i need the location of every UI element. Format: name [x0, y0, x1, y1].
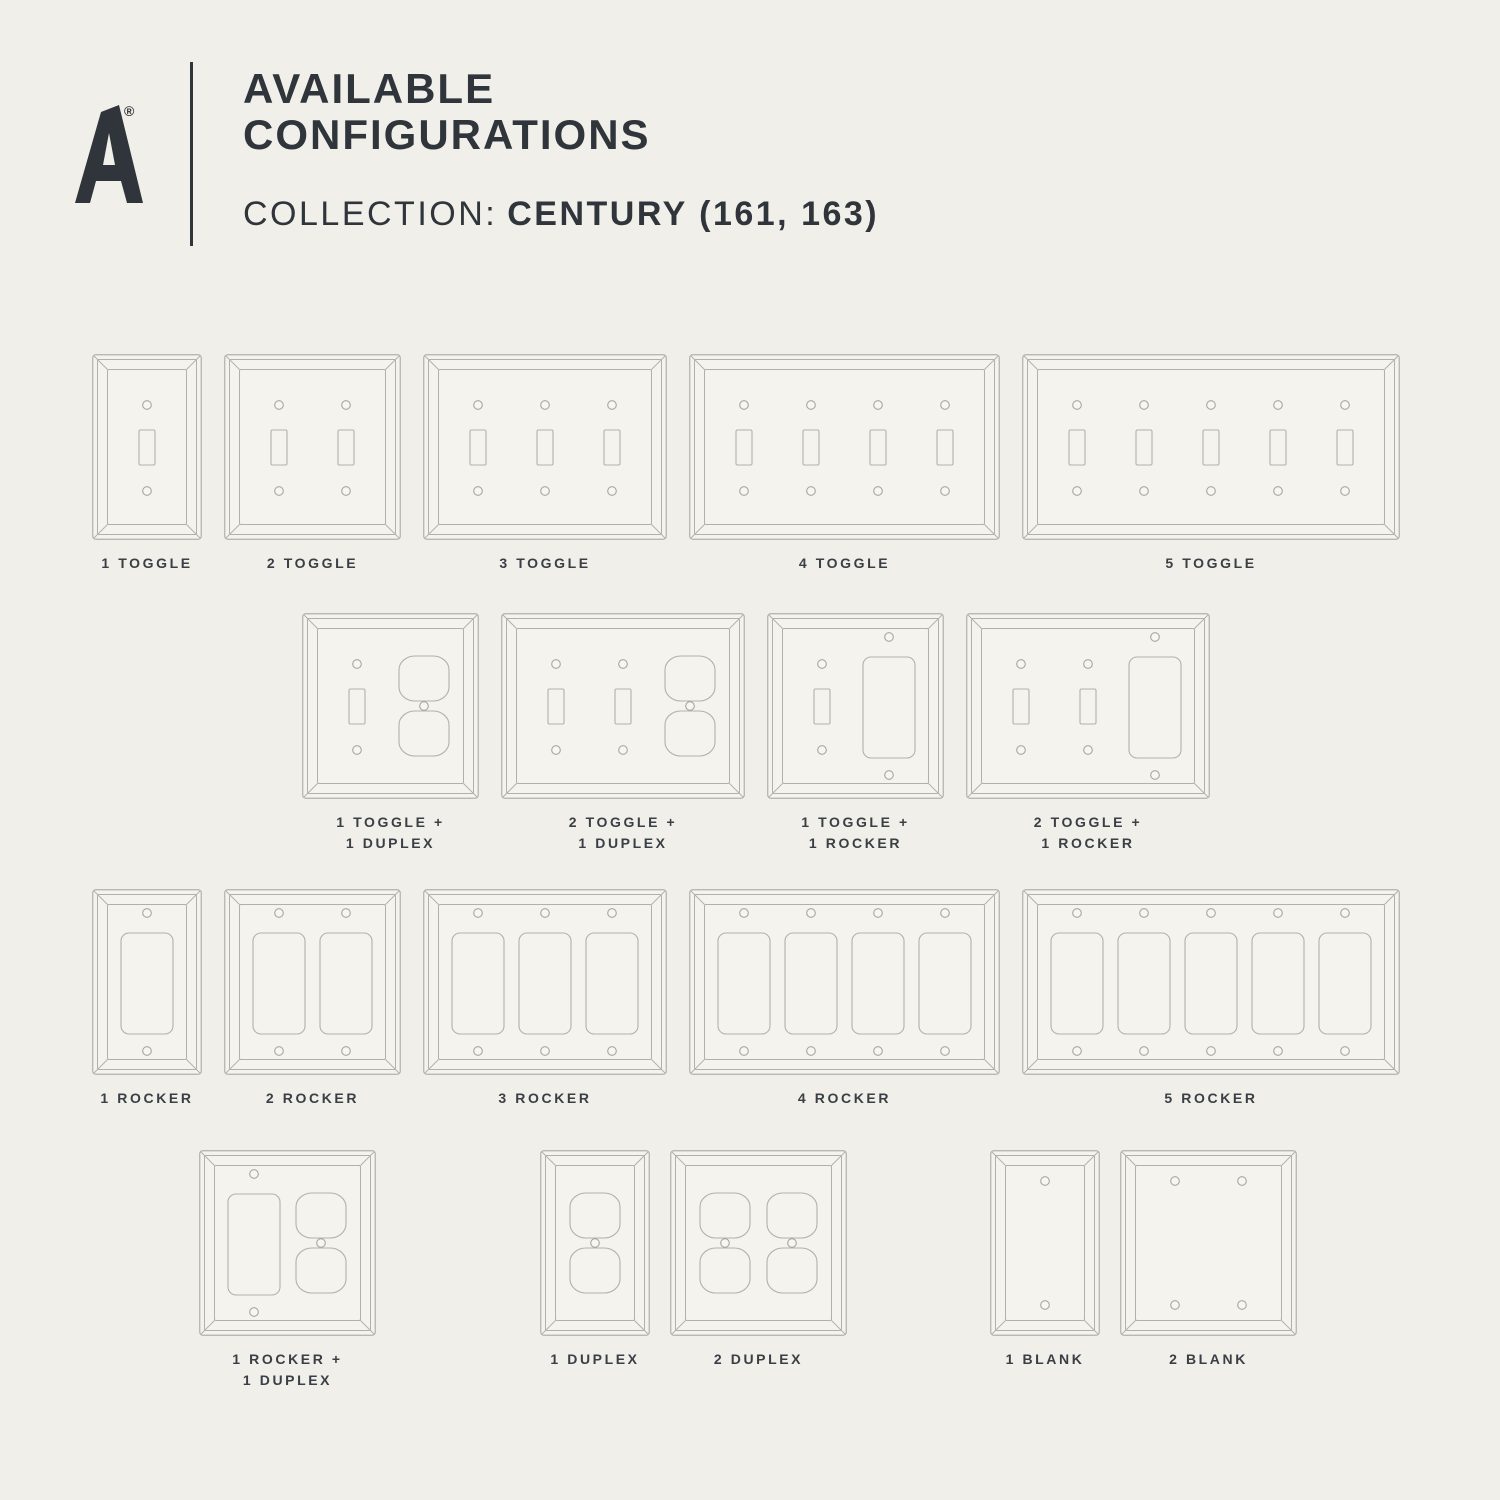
plate-label-line: 2 TOGGLE +: [568, 814, 678, 830]
wallplate-5-toggle-diagram: [1022, 354, 1400, 540]
plate-item-1-duplex: [540, 1150, 650, 1370]
plate-label-1-duplex: [550, 1349, 639, 1370]
plate-label-3-toggle: [499, 553, 590, 574]
collection-line: [243, 194, 879, 234]
plate-label-2-blank: [1169, 1349, 1248, 1370]
plate-label-3-rocker: [498, 1088, 591, 1109]
wallplate-1-toggle-1-rocker-diagram: [767, 613, 944, 799]
plate-row-4-group-2: [540, 1150, 847, 1370]
wallplate-1-rocker-1-duplex-diagram: [199, 1150, 376, 1336]
plate-label-line: 1 TOGGLE +: [801, 814, 910, 830]
plate-label-1-rocker-1-duplex: [232, 1349, 342, 1391]
plate-label-1-toggle-1-rocker: [801, 812, 910, 854]
page-title: [243, 66, 651, 158]
plate-item-2-toggle: [224, 354, 401, 574]
plate-label-line: 4 ROCKER: [797, 1090, 892, 1106]
plate-item-3-rocker: [423, 889, 667, 1109]
plate-label-1-rocker: [100, 1088, 193, 1109]
plate-item-1-rocker-1-duplex: [199, 1150, 376, 1391]
plate-item-2-blank: [1120, 1150, 1297, 1370]
wallplate-1-rocker-diagram: [92, 889, 202, 1075]
plate-label-line: 3 ROCKER: [498, 1090, 592, 1106]
wallplate-5-rocker-diagram: [1022, 889, 1400, 1075]
plate-label-line: 1 TOGGLE: [101, 555, 193, 571]
wallplate-2-toggle-1-rocker-diagram: [966, 613, 1210, 799]
plate-label-2-toggle: [267, 553, 358, 574]
brand-logo-a-icon: [75, 105, 143, 203]
wallplate-2-toggle-1-duplex-diagram: [501, 613, 745, 799]
wallplate-4-rocker-diagram: [689, 889, 1000, 1075]
plate-item-2-toggle-1-duplex: [501, 613, 745, 854]
plate-item-1-toggle-1-duplex: [302, 613, 479, 854]
plate-label-1-toggle-1-duplex: [336, 812, 445, 854]
plate-item-3-toggle: [423, 354, 667, 574]
wallplate-3-rocker-diagram: [423, 889, 667, 1075]
wallplate-2-toggle-diagram: [224, 354, 401, 540]
plate-label-2-toggle-1-rocker: [1034, 812, 1143, 854]
page-title-line2: CONFIGURATIONS: [243, 111, 651, 158]
plate-label-line: 1 BLANK: [1005, 1351, 1085, 1367]
plate-item-1-toggle: [92, 354, 202, 574]
plate-label-1-toggle: [101, 553, 192, 574]
plate-label-4-rocker: [798, 1088, 891, 1109]
wallplate-2-blank-diagram: [1120, 1150, 1297, 1336]
plate-item-4-rocker: [689, 889, 1000, 1109]
plate-label-line: 1 ROCKER +: [232, 1351, 343, 1367]
plate-label-line: 4 TOGGLE: [798, 555, 891, 571]
plate-label-line: 1 DUPLEX: [578, 835, 668, 851]
plate-label-line: 1 DUPLEX: [242, 1372, 333, 1388]
plate-label-line: 1 DUPLEX: [550, 1351, 640, 1367]
wallplate-4-toggle-diagram: [689, 354, 1000, 540]
plate-item-1-toggle-1-rocker: [767, 613, 944, 854]
registered-mark: ®: [124, 103, 135, 119]
plate-label-line: 2 ROCKER: [265, 1090, 360, 1106]
plate-label-2-duplex: [714, 1349, 803, 1370]
wallplate-1-toggle-1-duplex-diagram: [302, 613, 479, 799]
plate-item-2-toggle-1-rocker: [966, 613, 1210, 854]
plate-label-4-toggle: [799, 553, 890, 574]
header-divider: [190, 62, 193, 246]
plate-item-4-toggle: [689, 354, 1000, 574]
wallplate-2-rocker-diagram: [224, 889, 401, 1075]
plate-label-1-blank: [1006, 1349, 1085, 1370]
wallplate-1-duplex-diagram: [540, 1150, 650, 1336]
plate-item-2-duplex: [670, 1150, 847, 1370]
plate-label-line: 2 DUPLEX: [713, 1351, 804, 1367]
plate-item-1-rocker: [92, 889, 202, 1109]
plate-label-line: 5 TOGGLE: [1165, 555, 1257, 571]
wallplate-3-toggle-diagram: [423, 354, 667, 540]
plate-label-line: 1 ROCKER: [100, 1090, 194, 1106]
plate-label-line: 3 TOGGLE: [499, 555, 591, 571]
plate-label-line: 1 TOGGLE +: [336, 814, 445, 830]
plate-label-line: 5 ROCKER: [1164, 1090, 1258, 1106]
wallplate-2-duplex-diagram: [670, 1150, 847, 1336]
plate-label-line: 2 TOGGLE +: [1033, 814, 1143, 830]
plate-row-1-group-1: [92, 354, 1400, 574]
plate-label-line: 2 TOGGLE: [266, 555, 359, 571]
wallplate-1-toggle-diagram: [92, 354, 202, 540]
plate-label-line: 1 ROCKER: [1041, 835, 1135, 851]
page-title-line1: AVAILABLE: [243, 65, 496, 112]
plate-item-1-blank: [990, 1150, 1100, 1370]
plate-label-5-rocker: [1164, 1088, 1257, 1109]
plate-row-4-group-3: [990, 1150, 1297, 1370]
plate-item-5-rocker: [1022, 889, 1400, 1109]
collection-label: COLLECTION:: [243, 195, 498, 233]
plate-label-2-toggle-1-duplex: [569, 812, 678, 854]
plate-label-line: 1 ROCKER: [808, 835, 903, 851]
wallplate-1-blank-diagram: [990, 1150, 1100, 1336]
collection-name: CENTURY (161, 163): [507, 195, 880, 233]
plate-label-5-toggle: [1165, 553, 1256, 574]
plate-label-line: 1 DUPLEX: [345, 835, 436, 851]
plate-item-2-rocker: [224, 889, 401, 1109]
plate-item-5-toggle: [1022, 354, 1400, 574]
plate-label-2-rocker: [266, 1088, 359, 1109]
plate-label-line: 2 BLANK: [1169, 1351, 1248, 1367]
plate-row-4-group-1: [199, 1150, 376, 1391]
plate-row-3-group-1: [92, 889, 1400, 1109]
plate-row-2-group-1: [302, 613, 1210, 854]
